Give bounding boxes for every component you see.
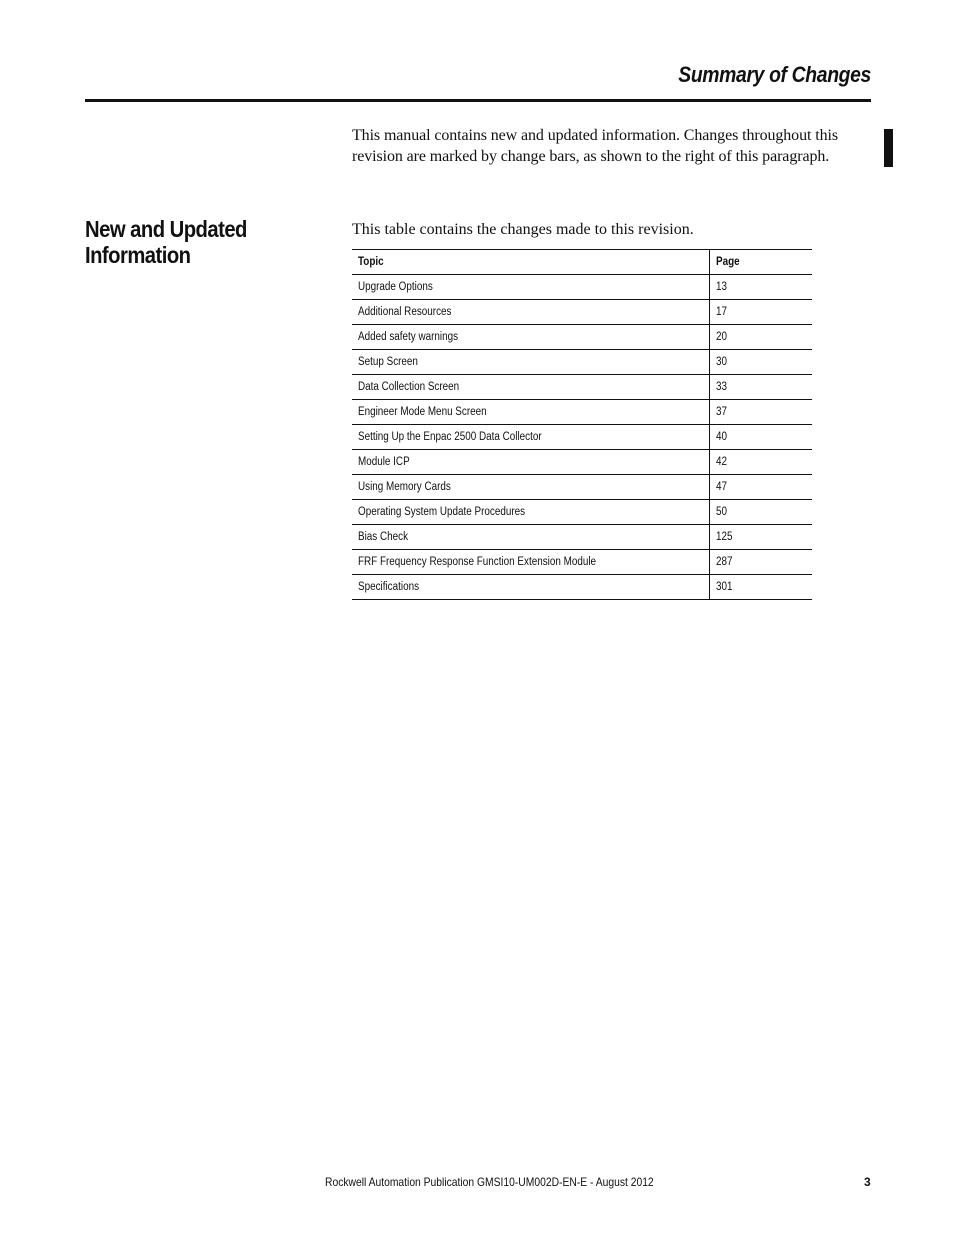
table-row xyxy=(352,475,812,500)
page-header-title: Summary of Changes xyxy=(678,62,871,87)
table-row xyxy=(352,450,812,475)
topic-cell: Added safety warnings xyxy=(352,325,710,350)
table-header-row xyxy=(352,250,812,275)
table-row xyxy=(352,375,812,400)
table-row xyxy=(352,300,812,325)
topic-cell: Operating System Update Procedures xyxy=(352,500,710,525)
table-row xyxy=(352,575,812,600)
page-cell: 17 xyxy=(710,300,813,325)
section-heading-line-2: Information xyxy=(85,242,191,268)
page-cell: 125 xyxy=(710,525,813,550)
page-cell: 13 xyxy=(710,275,813,300)
section-heading-line-1: New and Updated xyxy=(85,216,247,242)
page-cell: 20 xyxy=(710,325,813,350)
intro-paragraph: This manual contains new and updated information. Changes throughout this revision are marked by change bars, as shown to the right of this paragraph. xyxy=(352,127,838,165)
page-cell: 30 xyxy=(710,350,813,375)
page-cell: 33 xyxy=(710,375,813,400)
topic-cell: Additional Resources xyxy=(352,300,710,325)
table-body xyxy=(352,275,812,600)
topic-cell: Using Memory Cards xyxy=(352,475,710,500)
change-bar xyxy=(884,129,893,167)
topic-cell: Data Collection Screen xyxy=(352,375,710,400)
page-cell: 287 xyxy=(710,550,813,575)
section-heading xyxy=(85,216,279,268)
table-row xyxy=(352,275,812,300)
topic-cell: FRF Frequency Response Function Extension Module xyxy=(352,550,710,575)
table-row xyxy=(352,325,812,350)
column-header-topic: Topic xyxy=(352,250,710,275)
page-cell: 42 xyxy=(710,450,813,475)
table-row xyxy=(352,525,812,550)
topic-cell: Engineer Mode Menu Screen xyxy=(352,400,710,425)
changes-table xyxy=(352,249,812,600)
topic-cell: Module ICP xyxy=(352,450,710,475)
table-row xyxy=(352,350,812,375)
page-cell: 47 xyxy=(710,475,813,500)
topic-cell: Bias Check xyxy=(352,525,710,550)
column-header-page: Page xyxy=(710,250,813,275)
table-row xyxy=(352,425,812,450)
topic-cell: Upgrade Options xyxy=(352,275,710,300)
table-row xyxy=(352,550,812,575)
table-row xyxy=(352,500,812,525)
page-cell: 40 xyxy=(710,425,813,450)
topic-cell: Specifications xyxy=(352,575,710,600)
table-row xyxy=(352,400,812,425)
topic-cell: Setting Up the Enpac 2500 Data Collector xyxy=(352,425,710,450)
topic-cell: Setup Screen xyxy=(352,350,710,375)
header-divider xyxy=(85,99,871,102)
footer-publication: Rockwell Automation Publication GMSI10-UM002D-EN-E - August 2012 xyxy=(325,1175,654,1189)
footer-page-number: 3 xyxy=(864,1175,871,1189)
page-cell: 50 xyxy=(710,500,813,525)
table-intro-text: This table contains the changes made to this revision. xyxy=(352,221,694,238)
page-cell: 301 xyxy=(710,575,813,600)
page-cell: 37 xyxy=(710,400,813,425)
